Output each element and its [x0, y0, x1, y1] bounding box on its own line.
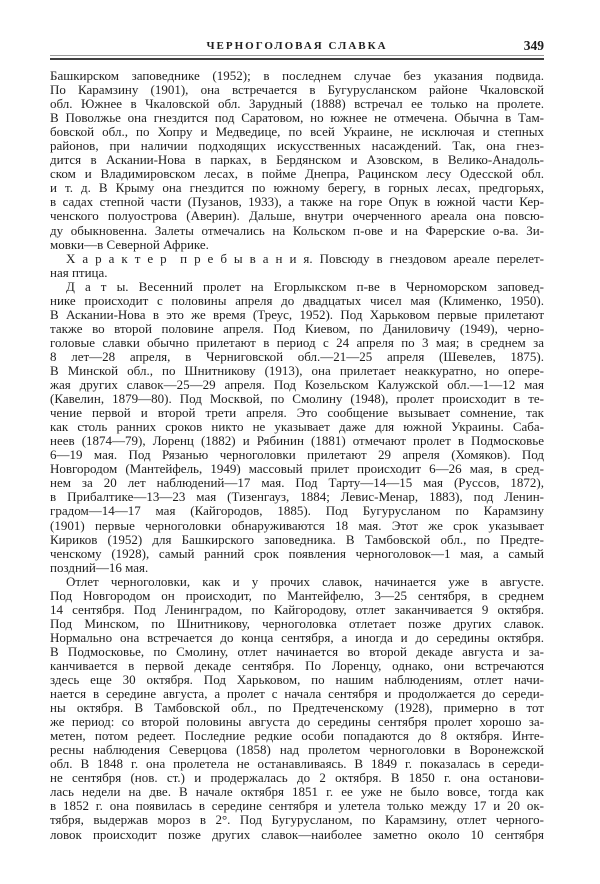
text-line: В Минской обл., по Шнитникову (1913), она прилетает неаккуратно, но опере- [50, 363, 544, 378]
text-line: тября, выдержав мороз в 2°. Под Бугурусланом, по Карамзину, отлет черного- [50, 813, 544, 828]
text-line: также во второй половине апреля. Под Киевом, по Даниловичу (1949), черно- [50, 321, 544, 336]
text-line: 14 сентября. Под Ленинградом, по Кайгородову, отлет заканчивается 9 октября. [50, 602, 544, 617]
text-line: Под Новгородом он происходит, по Мантейфелю, 3—25 сентября, в среднем [50, 588, 544, 603]
text-line: ченского полуострова (Аверин). Дальше, внутри очерченного ареала она повсю- [50, 209, 544, 224]
text-line: в Прибалтике—13—23 мая (Тизенгауз, 1884; Левис-Менар, 1883), под Ленин- [50, 490, 544, 505]
text-line: головые славки обычно прилетают в период с 24 апреля по 3 мая; в среднем за [50, 335, 544, 350]
page-body [50, 69, 544, 842]
text-line: ресны наблюдения Северцова (1858) над пролетом черноголовки в Воронежской [50, 743, 544, 758]
text-line: Д а т ы. Весенний пролет на Егорлыкском п-ве в Черноморском заповед- [66, 279, 544, 294]
text-line: нем за 20 лет наблюдений—17 мая. Под Тарту—14—15 мая (Руссов, 1872), [50, 476, 544, 491]
text-line: обл. В 1848 г. она пролетела не останавливаясь. В 1849 г. показалась в середи- [50, 757, 544, 772]
text-line: обл. Южнее в Чкаловской обл. Зарудный (1888) встречал ее только на пролете. [50, 97, 544, 112]
text-line: 8 лет—28 апреля, в Черниговской обл.—21—25 апреля (Шевелев, 1875). [50, 349, 544, 364]
text-line: В Аскании-Нова в это же время (Треус, 1952). Под Харьковом первые прилетают [50, 307, 544, 322]
text-line: Под Минском, по Шнитникову, черноголовка отлетает позже других славок. [50, 616, 544, 631]
text-line: канчивается в первой декаде сентября. По Лоренцу, однако, они встречаются [50, 658, 544, 673]
text-line: В Подмосковье, по Смолину, отлет начинается во второй декаде августа и за- [50, 644, 544, 659]
text-line: ченскому (1928), самый ранний срок появления черноголовок—1 мая, а самый [50, 546, 544, 561]
page-title: ЧЕРНОГОЛОВАЯ СЛАВКА [206, 40, 388, 52]
text-line: районов, при наличии подходящих искусственных насаждений. Так, она гнез- [50, 139, 544, 154]
text-line: бовской обл., по Хопру и Медведице, по всей Украине, не исключая и степных [50, 125, 544, 140]
page-header [50, 40, 544, 54]
text-line: ском и Владимировском лесах, в пойме Днепра, Рацинском лесу Одесской обл. [50, 167, 544, 182]
text-line: Кириков (1952) для Башкирского заповедника. В Тамбовской обл., по Предте- [50, 532, 544, 547]
text-line: не сентября (нов. ст.) и продержалась до 2 октября. В 1850 г. она останови- [50, 771, 544, 786]
paragraph [50, 280, 544, 575]
paragraph [50, 575, 544, 842]
text-line: жая других славок—25—29 апреля. Под Козельском Калужской обл.—1—12 мая [50, 378, 544, 393]
text-line: ду обыкновенна. Залеты отмечались на Кольском п-ове и на Фарерские о-ва. Зи- [50, 223, 544, 238]
text-line: ная птица. [50, 265, 108, 280]
text-line: и т. д. В Крыму она гнездится по южному берегу, в горных лесах, предгорьях, [50, 181, 544, 196]
text-line: (Кавелин, 1879—80). Под Москвой, по Смолину (1948), пролет происходит в те- [50, 392, 544, 407]
text-line: По Карамзину (1901), она встречается в Бугурусланском районе Чкаловской [50, 83, 544, 98]
text-line: ловок происходит позже других славок—наиболее заметно около 10 сентября [50, 827, 544, 842]
text-line: нается в середине августа, а пролет с начала сентября и продолжается до середи- [50, 687, 544, 702]
page-number: 349 [523, 38, 544, 53]
text-line: Башкирском заповеднике (1952); в последнем случае без указания подвида. [50, 69, 544, 83]
text-line: чение первой и второй трети апреля. Это сообщение вызывает сомнение, так [50, 406, 544, 421]
text-line: же период: со второй половины августа до середины сентября пролет хорошо за- [50, 715, 544, 730]
header-rule [50, 55, 544, 60]
text-line: в 1852 г. она появилась в середине сентября и улетела только между 17 и 20 ок- [50, 799, 544, 814]
paragraph [50, 69, 544, 252]
text-line: В Поволжье она гнездится под Саратовом, но южнее не отмечена. Обычна в Там- [50, 111, 544, 126]
text-line: 6—19 мая. Под Рязанью черноголовки прилетают 29 апреля (Хомяков). Под [50, 448, 544, 463]
text-line: градом—14—17 мая (Кайгородов, 1885). Под Бугурусланом по Карамзину [50, 504, 544, 519]
text-line: здесь еще 30 октября. Под Харьковом, по нашим наблюдениям, отлет начи- [50, 673, 544, 688]
text-line: метен, потом редеет. Последние редкие особи попадаются до 8 октября. Инте- [50, 729, 544, 744]
paragraph [50, 252, 544, 280]
text-line: как столь ранних сроков никто не указывает даже для южной Украины. Саба- [50, 420, 544, 435]
text-line: лась недели на две. В начале октября 1851 г. ее уже не было вовсе, тогда как [50, 785, 544, 800]
text-line: поздний—16 мая. [50, 560, 149, 575]
text-line: в садах степной части (Пузанов, 1933), а также на горе Опук в южной части Кер- [50, 195, 544, 210]
text-line: дится в Аскании-Нова в парках, в Бердянском и Азовском, в Велико-Анадоль- [50, 153, 544, 168]
text-line: нике происходит с половины апреля до двадцатых чисел мая (Клименко, 1950). [50, 293, 544, 308]
text-line: Отлет черноголовки, как и у прочих славок, начинается уже в августе. [66, 574, 544, 589]
text-line: (1901) первые черноголовки обнаруживаются 18 мая. Этот же срок указывает [50, 518, 544, 533]
text-line: Нормально она встречается до конца сентября, а иногда и до середины октября. [50, 630, 544, 645]
text-line: Х а р а к т е р п р е б ы в а н и я. Повсюду в гнездовом ареале перелет- [66, 251, 544, 266]
text-line: неев (1874—79), Лоренц (1882) и Рябинин (1881) отмечают пролет в Подмосковье [50, 434, 544, 449]
text-line: мовки—в Северной Африке. [50, 237, 209, 252]
text-line: Новгородом (Мантейфель, 1949) массовый прилет происходит 6—26 мая, в сред- [50, 462, 544, 477]
text-line: ны октября. В Тамбовской обл., по Предтеченскому (1928), примерно в тот [50, 701, 544, 716]
